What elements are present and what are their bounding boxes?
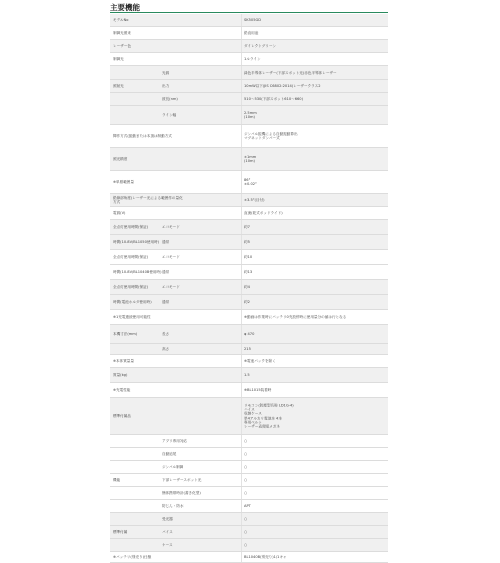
spec-sublabel: 通常 [162, 299, 170, 304]
spec-value-line: 86° [244, 177, 251, 182]
spec-value [244, 198, 384, 202]
spec-value-line: 10mW以下(JIS C6802:2014)レーザークラス2 [244, 83, 321, 88]
spec-label: 全点灯使用時間(保証) [113, 284, 149, 289]
spec-value-line: 2.5mm [244, 110, 257, 115]
spec-label: 全点灯使用時間(保証) [113, 254, 149, 259]
spec-row [110, 280, 388, 295]
spec-row [110, 368, 388, 383]
spec-row [110, 265, 388, 280]
spec-row [110, 474, 388, 487]
spec-sublabel: 波長(nm) [162, 96, 178, 101]
spec-label: ※バッテリ(別売り)仕様 [113, 554, 152, 559]
column-divider [241, 265, 242, 279]
spec-label: ※単照範囲量 [113, 179, 134, 184]
column-divider [241, 461, 242, 473]
spec-value [244, 359, 384, 363]
spec-sublabel: 長さ [162, 331, 170, 336]
spec-value-line: 510〜530(下部スポット610〜660) [244, 96, 303, 101]
column-divider [241, 207, 242, 219]
spec-label: 照射光 [113, 83, 124, 88]
column-divider [241, 355, 242, 367]
spec-label: 時間(電池ホルダ使用時) [113, 299, 152, 304]
spec-value-line: 約5 [244, 239, 250, 244]
spec-value [244, 97, 384, 101]
column-divider [241, 125, 242, 147]
spec-value [244, 255, 384, 259]
spec-value-line: 緑色半導体レーザー(下部スポット光)赤色半導体レーザー [244, 70, 337, 75]
spec-row [110, 194, 388, 207]
spec-label: 標準付属品 [113, 413, 131, 418]
spec-row [110, 310, 388, 325]
spec-row [110, 207, 388, 220]
spec-value-line: ハイス [244, 407, 255, 412]
spec-value-line: APT [244, 503, 251, 508]
spec-value-line: ±0.02° [244, 182, 257, 186]
spec-value [244, 388, 384, 392]
spec-sublabel: ケース [162, 542, 173, 547]
spec-value-line: ○ [244, 516, 248, 521]
spec-value [244, 478, 384, 482]
spec-row [110, 80, 388, 93]
spec-value [244, 439, 384, 443]
spec-row [110, 552, 388, 563]
spec-value-line: 約4 [244, 284, 250, 289]
spec-sublabel: 通常 [162, 239, 170, 244]
spec-sublabel: エコモード [162, 224, 180, 229]
column-divider [241, 106, 242, 124]
spec-value [244, 84, 384, 88]
spec-value-line: φ 470 [244, 331, 255, 336]
spec-value-line: 約7 [244, 224, 250, 229]
spec-value-line: 直流(乾式ポッドライド) [244, 210, 283, 215]
spec-sublabel: エコモード [162, 284, 180, 289]
column-divider [241, 513, 242, 525]
section-title-underline [110, 12, 388, 13]
spec-value [244, 530, 384, 534]
spec-row [110, 448, 388, 461]
spec-label: 陣作方式(振動または本頂は制動方式 [113, 133, 172, 138]
spec-value [244, 403, 384, 428]
spec-row [110, 14, 388, 27]
spec-value [244, 465, 384, 469]
spec-row [110, 93, 388, 106]
spec-row [110, 344, 388, 355]
spec-value [244, 347, 384, 351]
spec-value [244, 70, 384, 74]
spec-row [110, 53, 388, 66]
spec-value [244, 111, 384, 119]
spec-sublabel: エコモード [162, 254, 180, 259]
spec-sublabel: 防じん・防水 [162, 503, 184, 508]
spec-row [110, 383, 388, 398]
column-divider [241, 383, 242, 397]
column-divider [241, 552, 242, 562]
column-divider [241, 171, 242, 193]
spec-row [110, 295, 388, 310]
spec-sublabel: 出力 [162, 83, 170, 88]
spec-row [110, 513, 388, 526]
spec-value [244, 18, 384, 22]
spec-value-line: 単4アルカリ電池本 4本 [244, 416, 282, 420]
column-divider [241, 194, 242, 206]
spec-value-line: マグネットダンパー式 [244, 136, 280, 140]
spec-label: レーザー色 [113, 43, 131, 48]
spec-value [244, 178, 384, 186]
spec-label: ※本体質量量 [113, 358, 134, 363]
column-divider [241, 474, 242, 486]
spec-value-line: ±3.5°(目付) [244, 197, 265, 202]
spec-sublabel: 簡体携帯時計(書き化型) [162, 490, 201, 495]
spec-value-line: SK505GD [244, 17, 262, 22]
spec-value-line: 鉛直用途 [244, 30, 259, 35]
column-divider [241, 310, 242, 324]
spec-value [244, 132, 384, 140]
spec-value [244, 285, 384, 289]
spec-value [244, 270, 384, 274]
section-title: 主要機能 [110, 3, 140, 12]
column-divider [241, 539, 242, 551]
spec-sublabel: ジンバル制御 [162, 464, 184, 469]
spec-row [110, 398, 388, 435]
spec-label: 鉛線部角度(レーザー光による範囲作の量化方式 [113, 195, 183, 204]
spec-value [244, 300, 384, 304]
spec-row [110, 40, 388, 53]
spec-label: 機能 [113, 477, 121, 482]
column-divider [241, 27, 242, 39]
spec-value [244, 31, 384, 35]
spec-value [244, 517, 384, 521]
spec-value [244, 211, 384, 215]
spec-value [244, 240, 384, 244]
spec-value [244, 452, 384, 456]
column-divider [241, 368, 242, 382]
spec-value-line: ○ [244, 438, 248, 443]
spec-row [110, 66, 388, 80]
spec-value [244, 373, 384, 377]
spec-value-line: (10m) [244, 159, 255, 163]
spec-value-line: 約13 [244, 269, 253, 274]
column-divider [241, 500, 242, 512]
spec-value-line: ※BL1015装着時 [244, 387, 272, 392]
spec-value-line: リモコン(防塵型名称 LD1G-4) [244, 403, 294, 408]
spec-label: 電源(V) [113, 210, 126, 215]
spec-label: ※1充電連続使用可能性 [113, 314, 151, 319]
spec-value [244, 555, 384, 559]
column-divider [241, 295, 242, 309]
spec-value-line: (10m) [244, 115, 255, 119]
spec-value-line: ジンバル振機による自動振動算出 [244, 131, 298, 136]
spec-value-line: ○ [244, 529, 248, 534]
spec-sublabel: 下部レーザースポット光 [162, 477, 202, 482]
spec-label: 制御光 [113, 56, 124, 61]
column-divider [241, 344, 242, 354]
spec-label: 本機寸法(mm) [113, 331, 138, 336]
column-divider [241, 53, 242, 65]
spec-value-line: 1.5 [244, 372, 250, 377]
column-divider [241, 220, 242, 234]
spec-row [110, 435, 388, 448]
column-divider [241, 435, 242, 447]
spec-value [244, 155, 384, 163]
spec-row [110, 500, 388, 513]
spec-value [244, 543, 384, 547]
spec-sublabel: 高さ [162, 346, 170, 351]
column-divider [241, 526, 242, 538]
spec-row [110, 235, 388, 250]
spec-row [110, 526, 388, 539]
spec-label: 全点灯使用時間(保証) [113, 224, 149, 229]
spec-row [110, 487, 388, 500]
spec-value-line: ±1mm [244, 154, 257, 159]
spec-value [244, 491, 384, 495]
spec-sublabel: 受光器 [162, 516, 173, 521]
spec-label: 時間(10.8V/BL1040B使用時) [113, 269, 162, 274]
spec-value-line: ○ [244, 542, 248, 547]
spec-value [244, 332, 384, 336]
spec-label: 標準付属 [113, 529, 128, 534]
spec-sublabel: ライン幅 [162, 112, 177, 117]
column-divider [241, 148, 242, 170]
column-divider [241, 40, 242, 52]
spec-sublabel: アプリ専用対応 [162, 438, 188, 443]
spec-value-line: 1ルライン [244, 56, 261, 61]
column-divider [241, 448, 242, 460]
spec-value-line: ○ [244, 490, 248, 495]
spec-value-line: BL1040B(別売り)1/1キャ [244, 554, 287, 559]
spec-value [244, 44, 384, 48]
spec-sublabel: バイス [162, 529, 173, 534]
column-divider [241, 325, 242, 343]
spec-value [244, 225, 384, 229]
column-divider [241, 487, 242, 499]
column-divider [241, 280, 242, 294]
spec-value-line: 約2 [244, 299, 250, 304]
spec-row [110, 355, 388, 368]
spec-sublabel: 通常 [162, 269, 170, 274]
spec-label: ※充電性能 [113, 387, 131, 392]
column-divider [241, 250, 242, 264]
column-divider [241, 14, 242, 26]
spec-row [110, 125, 388, 148]
spec-row [110, 148, 388, 171]
spec-value-line: ダイレクトグリーン [244, 43, 277, 48]
spec-value [244, 315, 384, 319]
column-divider [241, 66, 242, 79]
spec-value-line: ○ [244, 451, 248, 456]
spec-row [110, 250, 388, 265]
spec-value-line: ※電池パックを除く [244, 358, 276, 363]
spec-row [110, 325, 388, 344]
spec-value [244, 504, 384, 508]
spec-sublabel: 光源 [162, 70, 170, 75]
spec-page [110, 0, 390, 559]
spec-table [110, 14, 388, 563]
spec-value [244, 57, 384, 61]
spec-row [110, 27, 388, 40]
column-divider [241, 235, 242, 249]
spec-row [110, 171, 388, 194]
spec-value-line: ○ [244, 477, 248, 482]
spec-row [110, 220, 388, 235]
spec-value-line: ※動画は作業時にバッテリ0充放停時に使用量分の値は行となる [244, 314, 347, 319]
spec-row [110, 461, 388, 474]
column-divider [241, 93, 242, 105]
spec-label: 質量(kg) [113, 372, 128, 377]
spec-row [110, 539, 388, 552]
spec-label: モデルNo [113, 17, 129, 22]
spec-value-line: 収納ケース [244, 411, 262, 416]
spec-value-line: 専用ベルト [244, 420, 262, 425]
spec-value-line: 約10 [244, 254, 253, 259]
spec-value-line: 215 [244, 346, 251, 351]
spec-label: 時間(10.8V/BL1050使用時) [113, 239, 160, 244]
spec-sublabel: 自動追尾 [162, 451, 177, 456]
spec-label: 制御光照来 [113, 30, 131, 35]
column-divider [241, 80, 242, 92]
spec-label: 照光精度 [113, 156, 128, 161]
spec-value-line: レーザー表度眼メガネ [244, 424, 280, 429]
column-divider [241, 398, 242, 434]
spec-value-line: ○ [244, 464, 248, 469]
spec-row [110, 106, 388, 125]
